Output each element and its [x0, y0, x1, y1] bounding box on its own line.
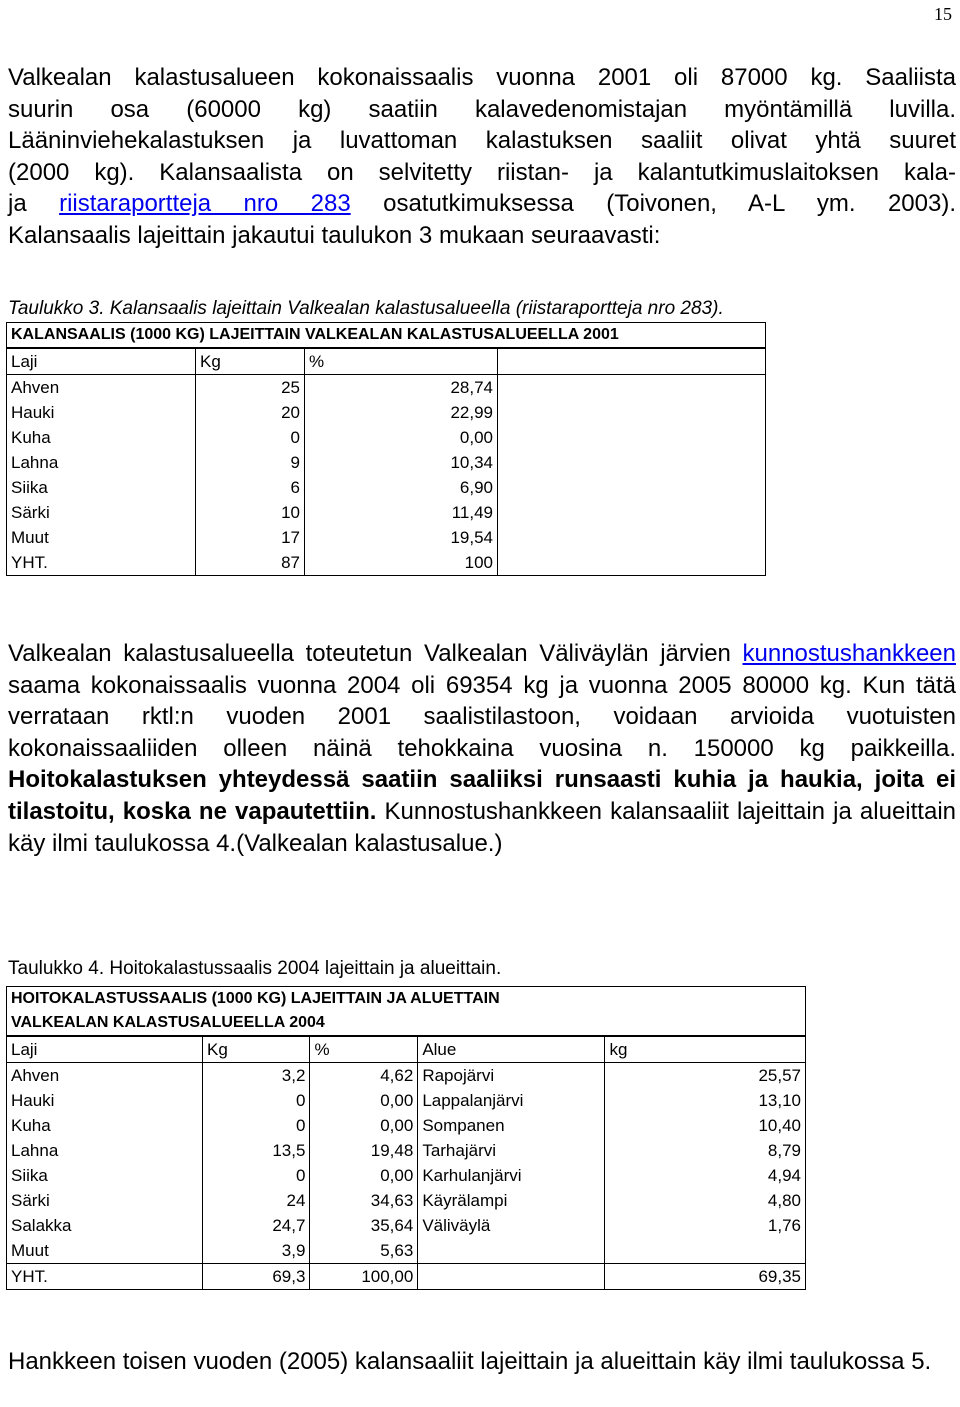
table-row: Särki 24 34,63 Käyrälampi 4,80 — [7, 1188, 806, 1213]
header-laji: Laji — [7, 348, 196, 375]
header-laji: Laji — [7, 1036, 203, 1063]
text-line: ja riistaraportteja nro 283 osatutkimuksessa (Toivonen, A-L ym. 2003). — [8, 190, 956, 217]
table-row: Kuha 0 0,00 Sompanen 10,40 — [7, 1113, 806, 1138]
table-row: Kuha 0 0,00 — [7, 425, 766, 450]
table-row: Hauki 20 22,99 — [7, 400, 766, 425]
table-row: Ahven 3,2 4,62 Rapojärvi 25,57 — [7, 1063, 806, 1089]
hoitokalastus-2004-table — [6, 986, 806, 1290]
page-number: 15 — [934, 4, 952, 24]
table-row: Salakka 24,7 35,64 Väliväylä 1,76 — [7, 1213, 806, 1238]
text-line: suurin osa (60000 kg) saatiin kalavedenomistajan myöntämillä luvilla. — [8, 95, 956, 123]
table-row: Särki 10 11,49 — [7, 500, 766, 525]
hoitokalastus-paragraph: Valkealan kalastusalueella toteutetun Valkealan Väliväylän järvien kunnostushankkeen saama kokonaissaalis vuonna 2004 oli 69354 kg ja vuonna 2005 80000 kg. Kun tätä verrataan rktl:n vuoden 2001 saalistilastoon, voidaan arvioida vuotuisten kokonaissaaliiden olleen näinä tehokkaina vuosina n. 150000 kg paikkeilla. Hoitokalastuksen yhteydessä saatiin saaliiksi runsaasti kuhia ja haukia, joita ei tilastoitu, koska ne vapautettiin. Kunnostushankkeen kalansaaliit lajeittain ja alueittain käy ilmi taulukossa 4.(Valkealan kalastusalue.) — [8, 640, 956, 857]
table3-title: KALANSAALIS (1000 KG) LAJEITTAIN VALKEALAN KALASTUSALUEELLA 2001 — [7, 323, 766, 349]
kunnostushanke-link[interactable]: kunnostushankkeen — [742, 640, 956, 667]
bold-statement: Hoitokalastuksen yhteydessä saatiin saaliiksi runsaasti kuhia ja haukia, joita ei tilastoitu, koska ne vapautettiin. — [8, 766, 956, 825]
table-row: Muut 3,9 5,63 — [7, 1238, 806, 1264]
text-line: Kalansaalis lajeittain jakautui taulukon 3 mukaan seuraavasti: — [8, 221, 661, 249]
text-line: Valkealan kalastusalueen kokonaissaalis vuonna 2001 oli 87000 kg. Saaliista — [8, 64, 956, 91]
text-line: Lääninviehekalastuksen ja luvattoman kalastuksen saaliit olivat yhtä suuret — [8, 127, 956, 154]
table-row: Ahven 25 28,74 — [7, 375, 766, 401]
table-row: Siika 6 6,90 — [7, 475, 766, 500]
catch-2001-table — [6, 322, 766, 576]
table-total-row: YHT. 69,3 100,00 69,35 — [7, 1264, 806, 1290]
header-kg: Kg — [203, 1036, 310, 1063]
header-alue: Alue — [418, 1036, 605, 1063]
riistaraportteja-link[interactable]: riistaraportteja nro 283 — [59, 190, 351, 217]
table4-caption: Taulukko 4. Hoitokalastussaalis 2004 lajeittain ja alueittain. — [8, 958, 502, 979]
header-percent: % — [305, 348, 498, 375]
table-total-row: YHT. 87 100 — [7, 550, 766, 576]
table-row: Lahna 9 10,34 — [7, 450, 766, 475]
table4-title-line2: VALKEALAN KALASTUSALUEELLA 2004 — [7, 1011, 806, 1036]
header-kg: Kg — [196, 348, 305, 375]
table3-caption: Taulukko 3. Kalansaalis lajeittain Valkealan kalastusalueella (riistaraportteja nro 283). — [8, 298, 724, 319]
intro-paragraph — [8, 62, 956, 251]
table-row: Siika 0 0,00 Karhulanjärvi 4,94 — [7, 1163, 806, 1188]
header-percent: % — [310, 1036, 418, 1063]
table-row: Lahna 13,5 19,48 Tarhajärvi 8,79 — [7, 1138, 806, 1163]
table4-title-line1: HOITOKALASTUSSAALIS (1000 KG) LAJEITTAIN JA ALUETTAIN — [7, 987, 806, 1012]
table-row: Hauki 0 0,00 Lappalanjärvi 13,10 — [7, 1088, 806, 1113]
closing-paragraph: Hankkeen toisen vuoden (2005) kalansaaliit lajeittain ja alueittain käy ilmi taulukossa 5. — [8, 1348, 932, 1375]
header-alue-kg: kg — [605, 1036, 806, 1063]
table-row: Muut 17 19,54 — [7, 525, 766, 550]
text-line: (2000 kg). Kalansaalista on selvitetty riistan- ja kalantutkimuslaitoksen kala- — [8, 158, 956, 186]
